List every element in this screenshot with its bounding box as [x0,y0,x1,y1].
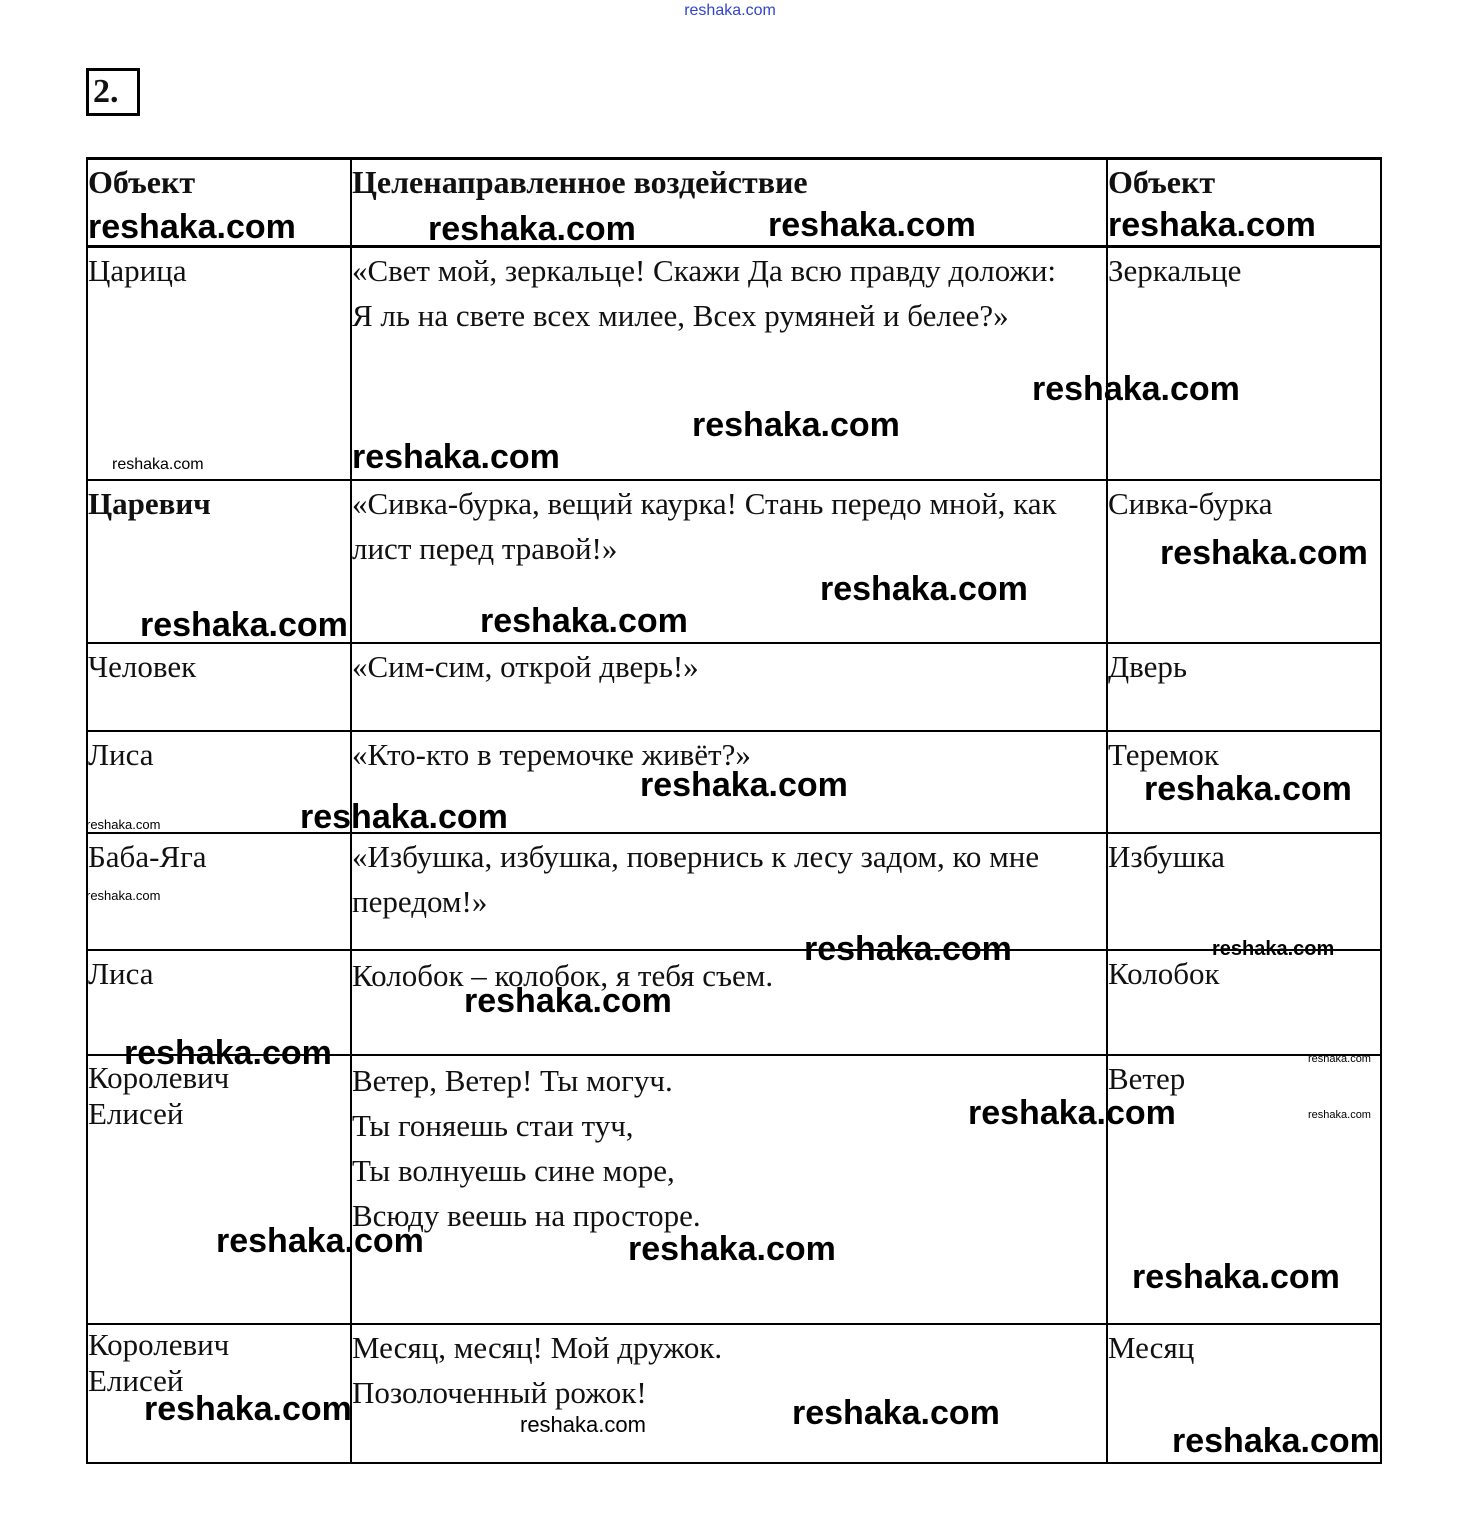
object-cell: Колобок [1107,950,1381,1055]
watermark: reshaka.com [1160,534,1368,572]
action-cell [351,1324,1107,1463]
action-cell: «Избушка, избушка, повернись к лесу задом, ко мне передом!» [351,833,1107,950]
object-cell: Избушка [1107,833,1381,950]
object-cell: Дверь [1107,643,1381,731]
watermark: reshaka.com [804,930,1012,968]
action-line: Ветер, Ветер! Ты могуч. [352,1062,673,1098]
watermark: reshaka.com [140,606,348,644]
action-line: Ты волнуешь сине море, [352,1152,675,1188]
action-cell: «Сим-сим, открой дверь!» [351,643,1107,731]
watermark: reshaka.com [1212,938,1335,960]
action-cell: «Сивка-бурка, вещий каурка! Стань передо мной, как лист перед травой!» [351,480,1107,643]
watermark: reshaka.com [640,766,848,804]
table-row [87,643,1381,731]
action-line: Всюду веешь на просторе. [352,1197,701,1233]
object-cell: Месяц [1107,1324,1381,1463]
action-line: «Свет мой, зеркальце! Скажи Да всю правду доложи: [352,253,1057,288]
task-number: 2. [86,68,140,116]
header-action: Целенаправленное воздействие [351,159,1107,247]
watermark: reshaka.com [428,210,636,248]
watermark: reshaka.com [144,1390,352,1428]
watermark: reshaka.com [1172,1422,1380,1460]
watermark: reshaka.com [628,1230,836,1268]
watermark: reshaka.com [112,456,204,473]
watermark: reshaka.com [1308,1053,1371,1065]
table-row [87,833,1381,950]
subject-cell: Царица [87,247,351,480]
watermark: reshaka.com [480,602,688,640]
watermark: reshaka.com [1308,1109,1371,1121]
watermark: reshaka.com [124,1034,332,1072]
subject-cell: Баба-Яга [87,833,351,950]
watermark: reshaka.com [520,1412,646,1437]
watermark: reshaka.com [1132,1258,1340,1296]
watermark: reshaka.com [464,982,672,1020]
action-line: Я ль на свете всех милее, Всех румяней и белее?» [352,298,1009,333]
subject-line: Королевич [88,1059,230,1095]
watermark: reshaka.com [86,817,161,832]
watermark: reshaka.com [86,888,161,903]
watermark: reshaka.com [216,1222,424,1260]
object-cell: Сивка-бурка [1107,480,1381,643]
subject-line: Елисей [88,1362,184,1398]
action-line: Ты гоняешь стаи туч, [352,1107,634,1143]
action-line: Позолоченный рожок! [352,1374,647,1410]
subject-cell: Царевич [87,480,351,643]
action-cell: «Кто-кто в теремочке живёт?» [351,731,1107,833]
header-subject: Объект [87,159,351,247]
action-cell: Колобок – колобок, я тебя съем. [351,950,1107,1055]
action-line: Месяц, месяц! Мой дружок. [352,1329,723,1365]
watermark: reshaka.com [684,2,776,19]
watermark: reshaka.com [352,438,560,476]
watermark: reshaka.com [88,208,296,246]
subject-cell: Лиса [87,950,351,1055]
subject-line: Королевич [88,1326,230,1362]
watermark: reshaka.com [1144,770,1352,808]
object-cell: Ветер [1107,1055,1381,1324]
watermark: reshaka.com [1032,370,1240,408]
watermark: reshaka.com [768,206,976,244]
watermark: reshaka.com [968,1094,1176,1132]
object-cell: Теремок [1107,731,1381,833]
watermark: reshaka.com [1108,206,1316,244]
watermark: reshaka.com [692,406,900,444]
watermark: reshaka.com [792,1394,1000,1432]
watermark: reshaka.com [820,570,1028,608]
header-object: Объект [1107,159,1381,247]
object-cell: Зеркальце [1107,247,1381,480]
watermark: reshaka.com [300,798,508,836]
subject-line: Елисей [88,1095,184,1131]
subject-cell: Лиса [87,731,351,833]
subject-cell [87,1055,351,1324]
subject-cell: Человек [87,643,351,731]
